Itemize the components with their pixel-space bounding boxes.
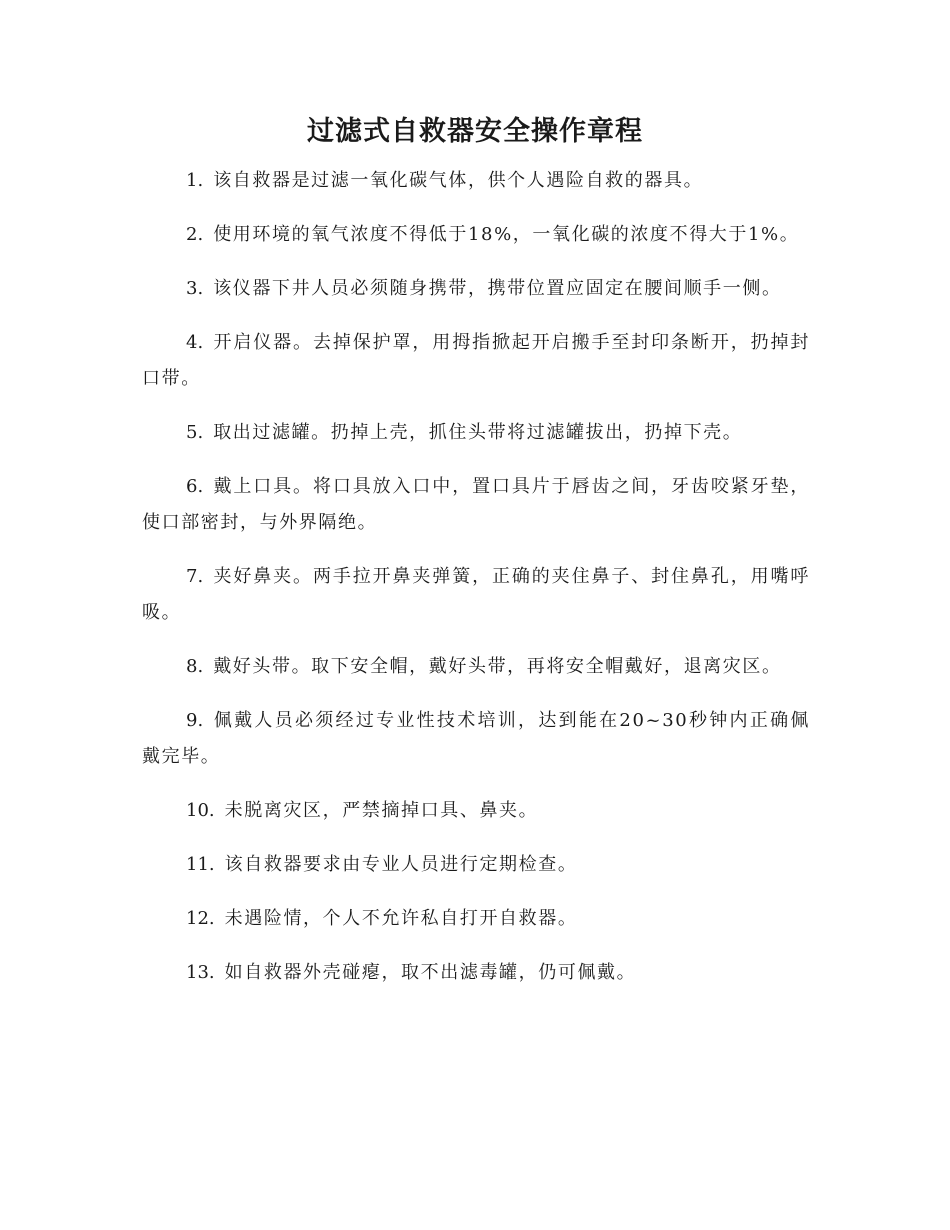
rules-list [142, 163, 810, 1009]
item-text: 未遇险情，个人不允许私自打开自救器。 [224, 908, 578, 929]
item-number: 10. [186, 800, 215, 821]
list-item [142, 901, 810, 937]
item-text: 戴上口具。将口具放入口中，置口具片于唇齿之间，牙齿咬紧牙垫，使口部密封，与外界隔绝。 [142, 476, 810, 533]
item-text: 未脱离灾区，严禁摘掉口具、鼻夹。 [224, 800, 539, 821]
item-text: 该仪器下井人员必须随身携带，携带位置应固定在腰间顺手一侧。 [213, 278, 782, 299]
item-text: 戴好头带。取下安全帽，戴好头带，再将安全帽戴好，退离灾区。 [213, 656, 782, 677]
list-item [142, 847, 810, 883]
item-number: 1. [186, 170, 204, 191]
item-number: 13. [186, 962, 215, 983]
list-item [142, 955, 810, 991]
item-text: 如自救器外壳碰瘪，取不出滤毒罐，仍可佩戴。 [224, 962, 637, 983]
list-item [142, 469, 810, 541]
item-number: 12. [186, 908, 215, 929]
list-item [142, 325, 810, 397]
list-item [142, 415, 810, 451]
item-number: 6. [186, 476, 204, 497]
list-item [142, 559, 810, 631]
item-text: 佩戴人员必须经过专业性技术培训，达到能在20~30秒钟内正确佩戴完毕。 [142, 710, 810, 767]
item-number: 9. [186, 710, 204, 731]
item-number: 11. [186, 854, 215, 875]
item-number: 7. [186, 566, 204, 587]
list-item [142, 649, 810, 685]
item-text: 取出过滤罐。扔掉上壳，抓住头带将过滤罐拔出，扔掉下壳。 [213, 422, 743, 443]
item-number: 5. [186, 422, 204, 443]
item-text: 该自救器要求由专业人员进行定期检查。 [224, 854, 578, 875]
item-text: 该自救器是过滤一氧化碳气体，供个人遇险自救的器具。 [213, 170, 704, 191]
list-item [142, 217, 810, 253]
item-number: 3. [186, 278, 204, 299]
item-text: 夹好鼻夹。两手拉开鼻夹弹簧，正确的夹住鼻子、封住鼻孔，用嘴呼吸。 [142, 566, 810, 623]
item-number: 2. [186, 224, 204, 245]
item-text: 开启仪器。去掉保护罩，用拇指掀起开启搬手至封印条断开，扔掉封口带。 [142, 332, 810, 389]
document-title: 过滤式自救器安全操作章程 [307, 116, 643, 147]
item-number: 4. [186, 332, 204, 353]
list-item [142, 163, 810, 199]
list-item [142, 271, 810, 307]
list-item [142, 793, 810, 829]
item-number: 8. [186, 656, 204, 677]
item-text: 使用环境的氧气浓度不得低于18%，一氧化碳的浓度不得大于1%。 [213, 224, 800, 245]
list-item [142, 703, 810, 775]
